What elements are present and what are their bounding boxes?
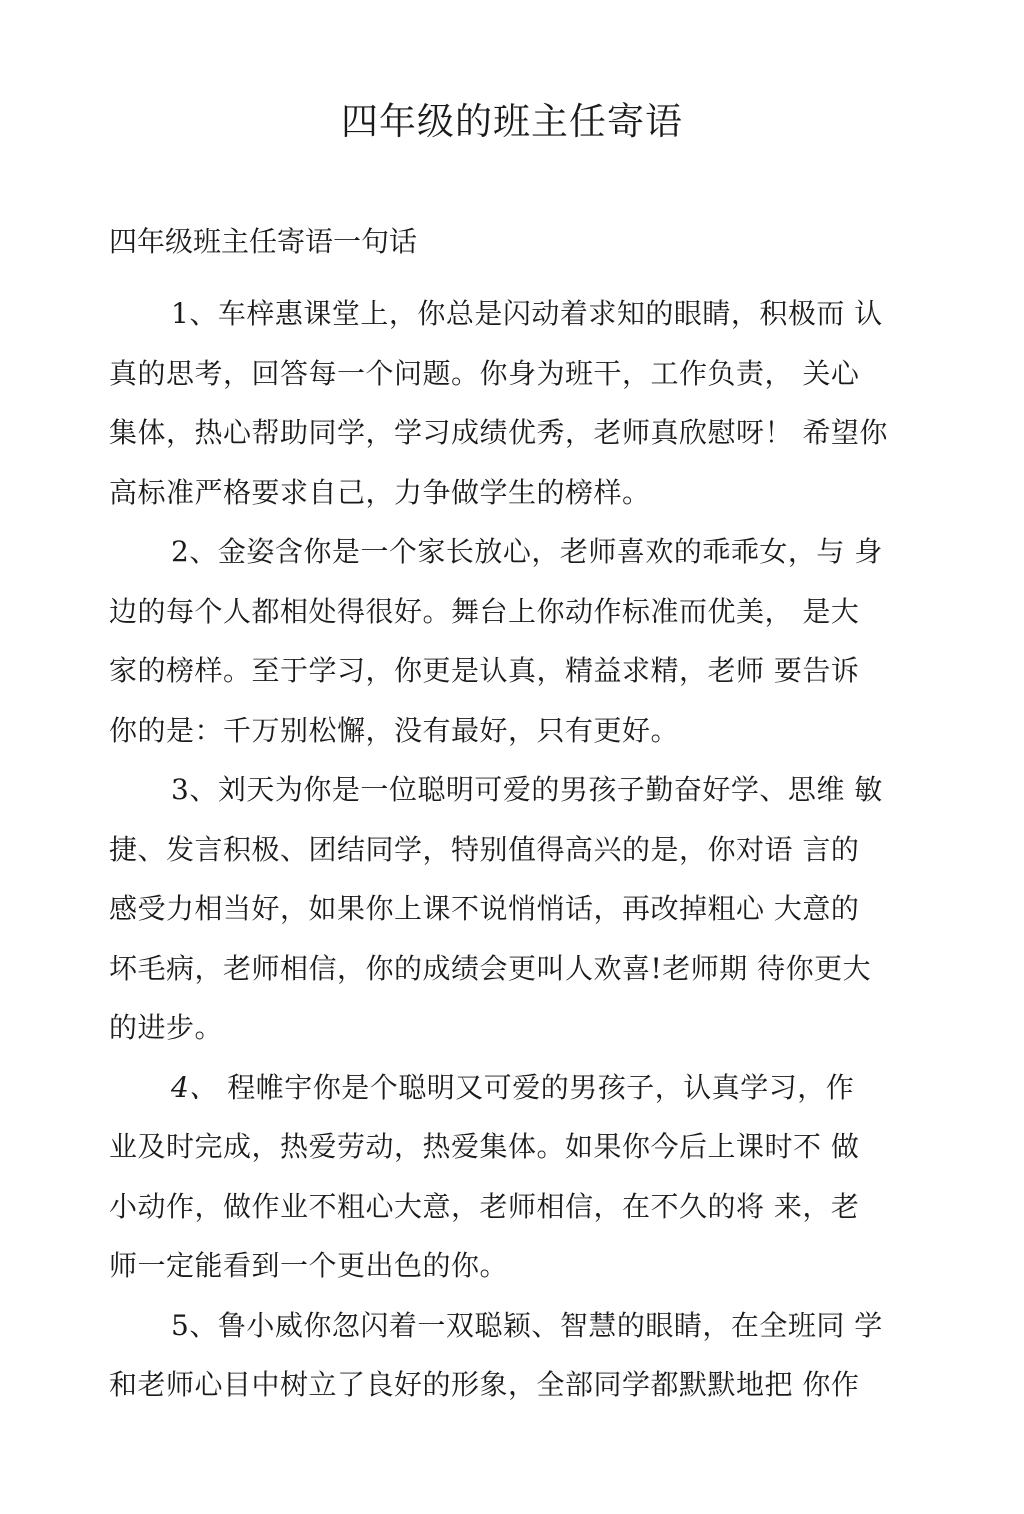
paragraph-line: 业及时完成，热爱劳动，热爱集体。如果你今后上课时不 做: [109, 1130, 860, 1163]
paragraph-line: 2、金姿含你是一个家长放心，老师喜欢的乖乖女，与 身: [171, 535, 883, 568]
paragraph-4: [109, 1058, 919, 1296]
paragraph-line: 你的是：千万别松懈，没有最好，只有更好。: [109, 713, 680, 747]
paragraph-line: 集体，热心帮助同学，学习成绩优秀，老师真欣慰呀！ 希望你: [109, 416, 888, 449]
document-body: [109, 284, 919, 1415]
paragraph-line: 捷、发言积极、团结同学，特别值得高兴的是，你对语 言的: [109, 832, 860, 866]
paragraph-5: [109, 1296, 919, 1415]
paragraph-line-text: 程帷宇你是个聪明又可爱的男孩子，认真学习，作: [217, 1070, 855, 1104]
paragraph-line: 和老师心目中树立了良好的形象，全部同学都默默地把 你作: [109, 1368, 860, 1401]
paragraph-line: 坏毛病，老师相信，你的成绩会更叫人欢喜!老师期 待你更大: [109, 951, 872, 985]
paragraph-line: 家的榜样。至于学习，你更是认真，精益求精，老师 要告诉: [109, 654, 860, 687]
paragraph-line: 真的思考，回答每一个问题。你身为班干，工作负责， 关心: [109, 356, 860, 390]
page-title: 四年级的班主任寄语: [341, 100, 683, 143]
paragraph-1: [109, 284, 919, 522]
paragraph-line: 高标准严格要求自己，力争做学生的榜样。: [109, 475, 651, 509]
paragraph-line: 5、鲁小威你忽闪着一双聪颖、智慧的眼睛，在全班同 学: [171, 1308, 883, 1342]
paragraph-line: 1、车梓惠课堂上，你总是闪动着求知的眼睛，积极而 认: [171, 297, 883, 330]
paragraph-2: [109, 522, 919, 760]
paragraph-number: 4、: [171, 1070, 218, 1104]
paragraph-line: 师一定能看到一个更出色的你。: [109, 1249, 509, 1282]
paragraph-line: [109, 1058, 919, 1118]
paragraph-line: 的进步。: [109, 1011, 224, 1044]
paragraph-line: 感受力相当好，如果你上课不说悄悄话，再改掉粗心 大意的: [109, 892, 860, 925]
paragraph-3: [109, 760, 919, 1058]
paragraph-line: 3、刘天为你是一位聪明可爱的男孩子勤奋好学、思维 敏: [171, 773, 883, 806]
section-heading: 四年级班主任寄语一句话: [109, 225, 418, 258]
paragraph-line: 小动作，做作业不粗心大意，老师相信，在不久的将 来，老: [109, 1189, 860, 1223]
paragraph-line: 边的每个人都相处得很好。舞台上你动作标准而优美， 是大: [109, 594, 860, 628]
